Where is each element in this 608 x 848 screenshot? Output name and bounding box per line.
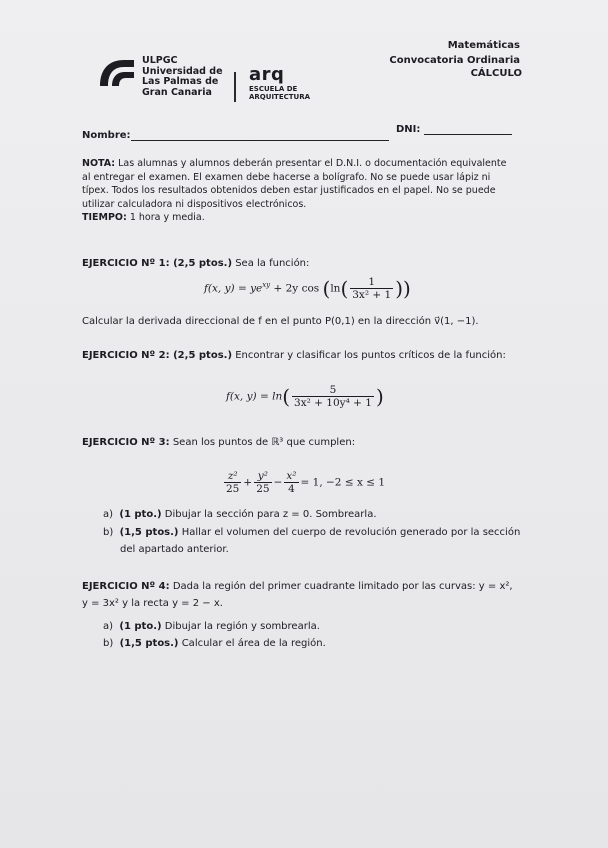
- ex3-rhs: = 1, −2 ≤ x ≤ 1: [300, 476, 386, 489]
- ex3-b-text: Hallar el volumen del cuerpo de revolución generado por la sección: [181, 527, 521, 538]
- ex1-fraction: [350, 276, 393, 301]
- name-label: Nombre:: [82, 130, 131, 141]
- ex3-a-pts: (1 pto.): [119, 509, 162, 520]
- ex3-heading: [82, 436, 355, 450]
- ex4-intro2: y = 3x² y la recta y = 2 − x.: [82, 598, 223, 609]
- ex1-intro: Sea la función:: [235, 258, 310, 269]
- arq-line2: ARQUITECTURA: [249, 93, 311, 101]
- ex3-d2: 25: [256, 483, 270, 495]
- ex3-b-text2: del apartado anterior.: [120, 544, 229, 555]
- name-field[interactable]: [131, 140, 389, 141]
- ex2-heading: [82, 349, 506, 363]
- ex1-formula-ln: ln: [330, 282, 341, 295]
- ulpgc-wordmark: [142, 56, 223, 98]
- ulpgc-emblem-icon: [96, 56, 138, 90]
- ex2-formula-lhs: f(x, y) = ln: [226, 390, 283, 403]
- time-value: 1 hora y media.: [129, 212, 205, 224]
- ex4-a-label: a): [103, 621, 114, 632]
- ex2-fraction-num: 5: [292, 384, 374, 397]
- ex1-heading: [82, 257, 309, 271]
- ex3-op2: −: [273, 476, 283, 489]
- ex3-a-text: Dibujar la sección para z = 0. Sombrearla.: [164, 509, 377, 520]
- ex1-formula-mid: + 2y cos: [270, 282, 320, 295]
- note-line3: típex. Todos los resultados obtenidos deben estar justificados en el papel. No se puede: [82, 185, 496, 197]
- ex2-title: EJERCICIO Nº 2: (2,5 ptos.): [82, 350, 233, 361]
- arq-logo-word: arq: [249, 64, 285, 85]
- note-label: NOTA:: [82, 158, 116, 169]
- exam-type: Convocatoria Ordinaria: [389, 55, 520, 66]
- ex3-formula: [222, 470, 385, 495]
- ex4-b-label: b): [103, 638, 114, 649]
- ex1-title: EJERCICIO Nº 1: (2,5 ptos.): [82, 258, 233, 269]
- note-line4: utilizar calculadora ni dispositivos electrónicos.: [82, 198, 307, 210]
- ex4-title: EJERCICIO Nº 4:: [82, 581, 170, 592]
- ex4-item-a: [103, 620, 320, 634]
- note-block: [82, 157, 507, 225]
- ex3-d1: 25: [226, 483, 240, 495]
- ulpgc-abbr: ULPGC: [142, 55, 178, 66]
- ulpgc-logo: [96, 55, 223, 98]
- ex3-title: EJERCICIO Nº 3:: [82, 437, 170, 448]
- subject-title: Matemáticas: [447, 40, 520, 51]
- note-line1: Las alumnas y alumnos deberán presentar el D.N.I. o documentación equivalente: [118, 158, 507, 169]
- arq-line1: ESCUELA DE: [249, 85, 298, 93]
- ex3-item-a: [103, 508, 377, 522]
- ex1-formula-lhs: f(x, y) = ye: [204, 282, 263, 295]
- ex1-fraction-den: 3x² + 1: [352, 289, 392, 301]
- ex2-formula: f(x, y) = ln( $\frac{5}{\text{3x² + 10y⁴ + 1}}$ ): [226, 384, 384, 409]
- ex4-b-pts: (1,5 ptos.): [119, 638, 179, 649]
- ex1-fraction-num: 1: [350, 276, 393, 289]
- ex4-intro: Dada la región del primer cuadrante limitado por las curvas: y = x²,: [172, 581, 513, 592]
- ex2-intro: Encontrar y clasificar los puntos críticos de la función:: [235, 350, 506, 361]
- ex3-a-label: a): [103, 509, 114, 520]
- ex3-b-pts: (1,5 ptos.): [119, 527, 179, 538]
- ex4-b-text: Calcular el área de la región.: [181, 638, 326, 649]
- ex4-a-text: Dibujar la región y sombrearla.: [164, 621, 320, 632]
- ex3-n2: y²: [254, 470, 271, 483]
- ex4-a-pts: (1 pto.): [119, 621, 162, 632]
- dni-field[interactable]: [424, 134, 512, 135]
- ex3-n1: z²: [224, 470, 241, 483]
- ex2-fraction-den: 3x² + 10y⁴ + 1: [294, 397, 372, 409]
- ulpgc-line2: Las Palmas de: [142, 76, 219, 87]
- ex3-frac2: [254, 470, 271, 495]
- course-name: CÁLCULO: [470, 68, 522, 79]
- dni-label: DNI:: [396, 124, 421, 135]
- ex3-frac1: [224, 470, 241, 495]
- ex3-op1: +: [243, 476, 253, 489]
- ex3-item-b: [103, 526, 520, 540]
- ulpgc-line3: Gran Canaria: [142, 86, 212, 98]
- arq-logo-subtitle: [249, 85, 310, 101]
- ex1-task: Calcular la derivada direccional de f en el punto P(0,1) en la dirección v⃗(1, −1).: [82, 316, 479, 327]
- logo-divider: [234, 72, 236, 102]
- ex1-formula-exp: xy: [262, 281, 271, 289]
- ex4-item-b: [103, 637, 326, 651]
- ex3-b-label: b): [103, 527, 114, 538]
- ex4-heading: [82, 580, 513, 594]
- ex3-n3: x²: [286, 470, 297, 482]
- ex3-intro: Sean los puntos de ℝ³ que cumplen:: [172, 437, 356, 448]
- ex3-frac3: [284, 470, 298, 495]
- time-label: TIEMPO:: [82, 212, 127, 224]
- ex3-d3: 4: [288, 483, 295, 495]
- ulpgc-line1: Universidad de: [142, 65, 223, 77]
- note-line2: al entregar el examen. El examen debe hacerse a bolígrafo. No se puede usar lápiz ni: [82, 171, 491, 183]
- ex1-formula: f(x, $y) = ye^{xy} + 2y$ cos (ln( $\frac{1}{\text{3x² + 1}}$ )): [204, 276, 411, 301]
- ex2-fraction: [292, 384, 374, 409]
